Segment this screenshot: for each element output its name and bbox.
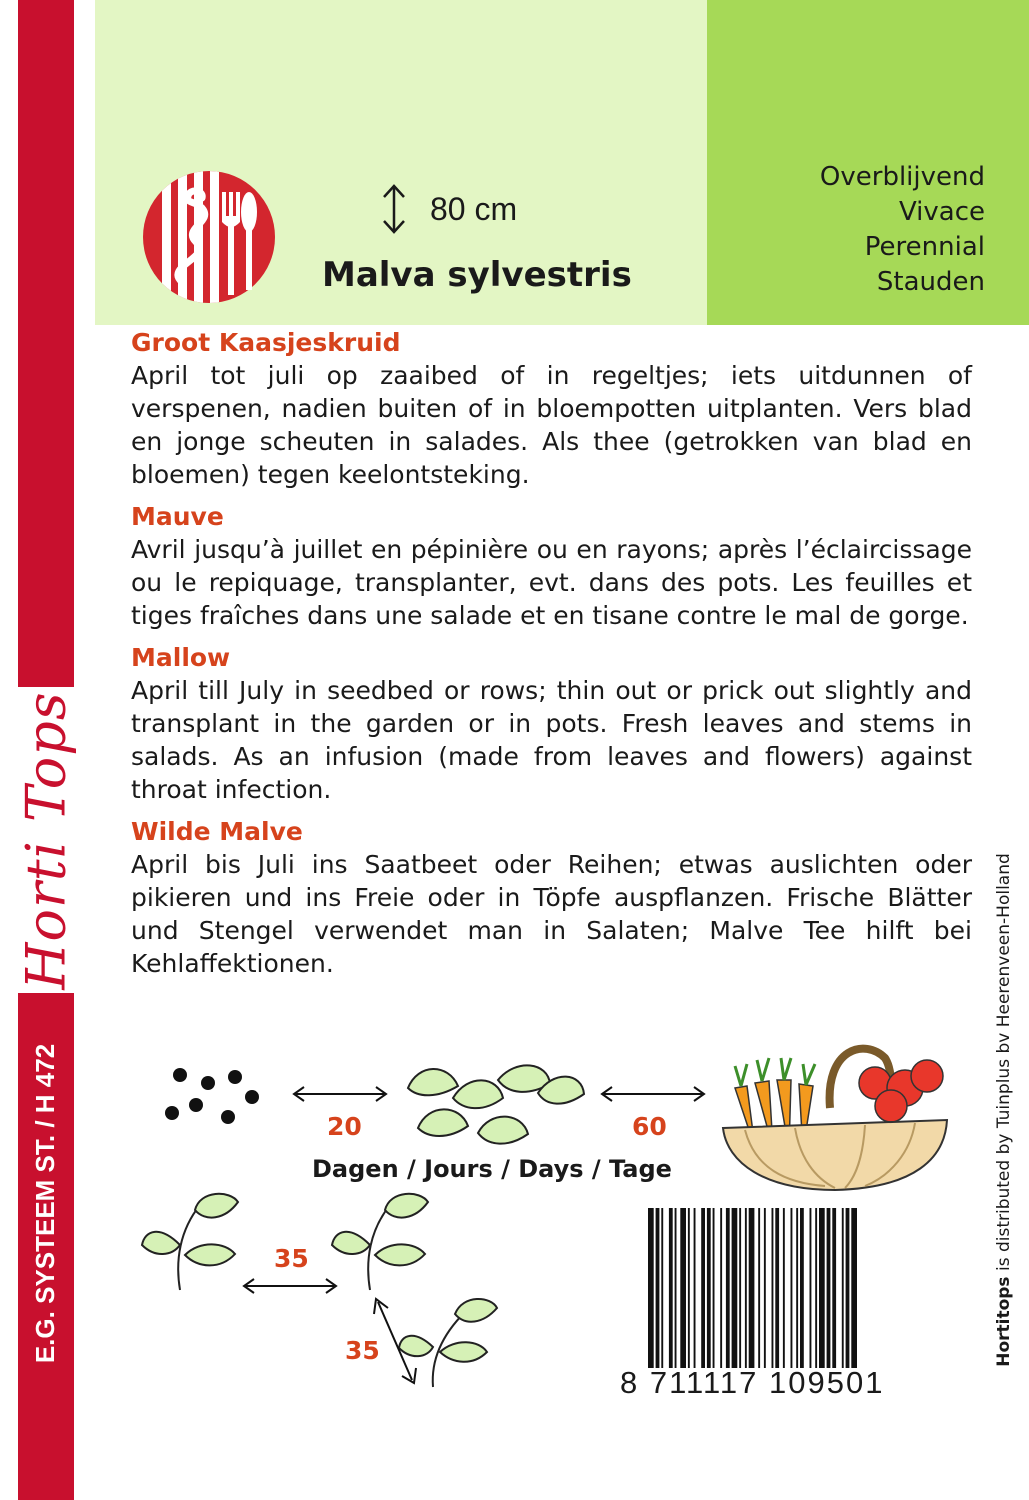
section-en <box>131 642 972 806</box>
barcode-bar <box>819 1208 825 1368</box>
barcode-bar <box>827 1208 831 1368</box>
double-arrow-icon <box>240 1276 340 1296</box>
plant-spacing-icon <box>330 1190 440 1300</box>
barcode-bar <box>772 1208 774 1368</box>
barcode-bar <box>707 1208 711 1368</box>
barcode-bar <box>758 1208 760 1368</box>
barcode-bar <box>796 1208 798 1368</box>
height-arrow-icon <box>380 183 408 235</box>
height-indicator <box>380 183 517 235</box>
barcode-bar <box>745 1208 747 1368</box>
barcode-icon <box>648 1208 928 1368</box>
barcode-bar <box>832 1208 836 1368</box>
double-arrow-icon <box>290 1084 390 1104</box>
barcode-bar <box>846 1208 850 1368</box>
section-fr <box>131 501 972 632</box>
barcode-bar <box>732 1208 738 1368</box>
height-value: 80 cm <box>430 190 518 227</box>
barcode-bar <box>713 1208 715 1368</box>
spine-brand-area <box>14 687 78 993</box>
section-title: Wilde Malve <box>131 817 303 846</box>
barcode-number: 8 711117 109501 <box>620 1365 885 1400</box>
lifecycle-fr: Vivace <box>898 197 985 227</box>
barcode-bar <box>661 1208 663 1368</box>
barcode-bar <box>783 1208 785 1368</box>
seeds-icon <box>160 1065 260 1130</box>
barcode-bar <box>675 1208 677 1368</box>
barcode-bar <box>810 1208 812 1368</box>
plant-spacing-icon <box>140 1190 250 1300</box>
barcode-bar <box>694 1208 696 1368</box>
barcode-bar <box>791 1208 793 1368</box>
section-title: Mauve <box>131 502 224 531</box>
lifecycle-nl: Overblijvend <box>819 162 985 192</box>
section-title: Groot Kaasjeskruid <box>131 328 401 357</box>
barcode-bar <box>775 1208 779 1368</box>
product-code: E.G. SYSTEEM ST. / H 472 <box>30 1043 61 1363</box>
barcode-bar <box>726 1208 730 1368</box>
descriptions <box>131 327 972 990</box>
distributor-text: is distributed by Tuinplus bv Heerenveen-Holland <box>994 853 1014 1277</box>
barcode-bar <box>749 1208 755 1368</box>
lifecycle-list <box>820 160 985 300</box>
seedlings-icon <box>398 1058 588 1158</box>
section-text: April tot juli op zaaibed of in regeltjes; iets uitdunnen of verspenen, nadien buiten of in bloempotten uitplanten. Vers blad en jonge scheuten in salades. Als thee (getrokken van blad en bloemen) tegen keelontsteking. <box>131 361 972 489</box>
section-de <box>131 816 972 980</box>
distributor-note <box>984 820 1024 1400</box>
section-nl <box>131 327 972 491</box>
barcode-bar <box>688 1208 690 1368</box>
barcode-bar <box>648 1208 654 1368</box>
spine-code-area <box>18 993 74 1413</box>
lifecycle-de: Stauden <box>876 267 985 297</box>
section-text: April till July in seedbed or rows; thin out or prick out slightly and transplant in the garden or in pots. Fresh leaves and stems in salads. As an infusion (made from leaves and flowers) against throat infection. <box>131 676 972 804</box>
barcode-bar <box>669 1208 673 1368</box>
barcode-bar <box>842 1208 844 1368</box>
barcode-bar <box>764 1208 766 1368</box>
barcode-bar <box>701 1208 705 1368</box>
barcode-bar <box>815 1208 817 1368</box>
plant-spacing: 35 <box>345 1336 380 1365</box>
barcode-bar <box>739 1208 741 1368</box>
distributor-brand: Hortitops <box>994 1276 1014 1367</box>
section-title: Mallow <box>131 643 231 672</box>
medicinal-edible-logo <box>142 170 276 304</box>
barcode-bar <box>851 1208 857 1368</box>
double-arrow-icon <box>598 1084 708 1104</box>
spine-red-top <box>18 0 74 687</box>
latin-name: Malva sylvestris <box>322 255 632 295</box>
barcode-bar <box>680 1208 686 1368</box>
brand-logo-text: Horti Tops <box>14 690 78 990</box>
lifecycle-en: Perennial <box>864 232 985 262</box>
barcode-bar <box>800 1208 804 1368</box>
section-text: Avril jusqu’à juillet en pépinière ou en rayons; après l’éclaircissage ou le repiquage, transplanter, evt. dans des pots. Les feuilles et tiges fraîches dans une salade et en tisane contre le mal de gorge. <box>131 535 972 630</box>
harvest-days: 60 <box>632 1112 667 1141</box>
days-label: Dagen / Jours / Days / Tage <box>312 1155 672 1183</box>
harvest-basket-icon <box>715 1028 955 1198</box>
barcode-bar <box>720 1208 722 1368</box>
barcode-bar <box>656 1208 660 1368</box>
germination-days: 20 <box>327 1112 362 1141</box>
row-spacing: 35 <box>274 1244 309 1273</box>
section-text: April bis Juli ins Saatbeet oder Reihen; etwas auslichten oder pikieren und ins Freie oder in Töpfe auspflanzen. Frische Blätter und Stengel verwendet man in Salaten; Malve Tee hilft bei Kehlaffektionen. <box>131 850 972 978</box>
